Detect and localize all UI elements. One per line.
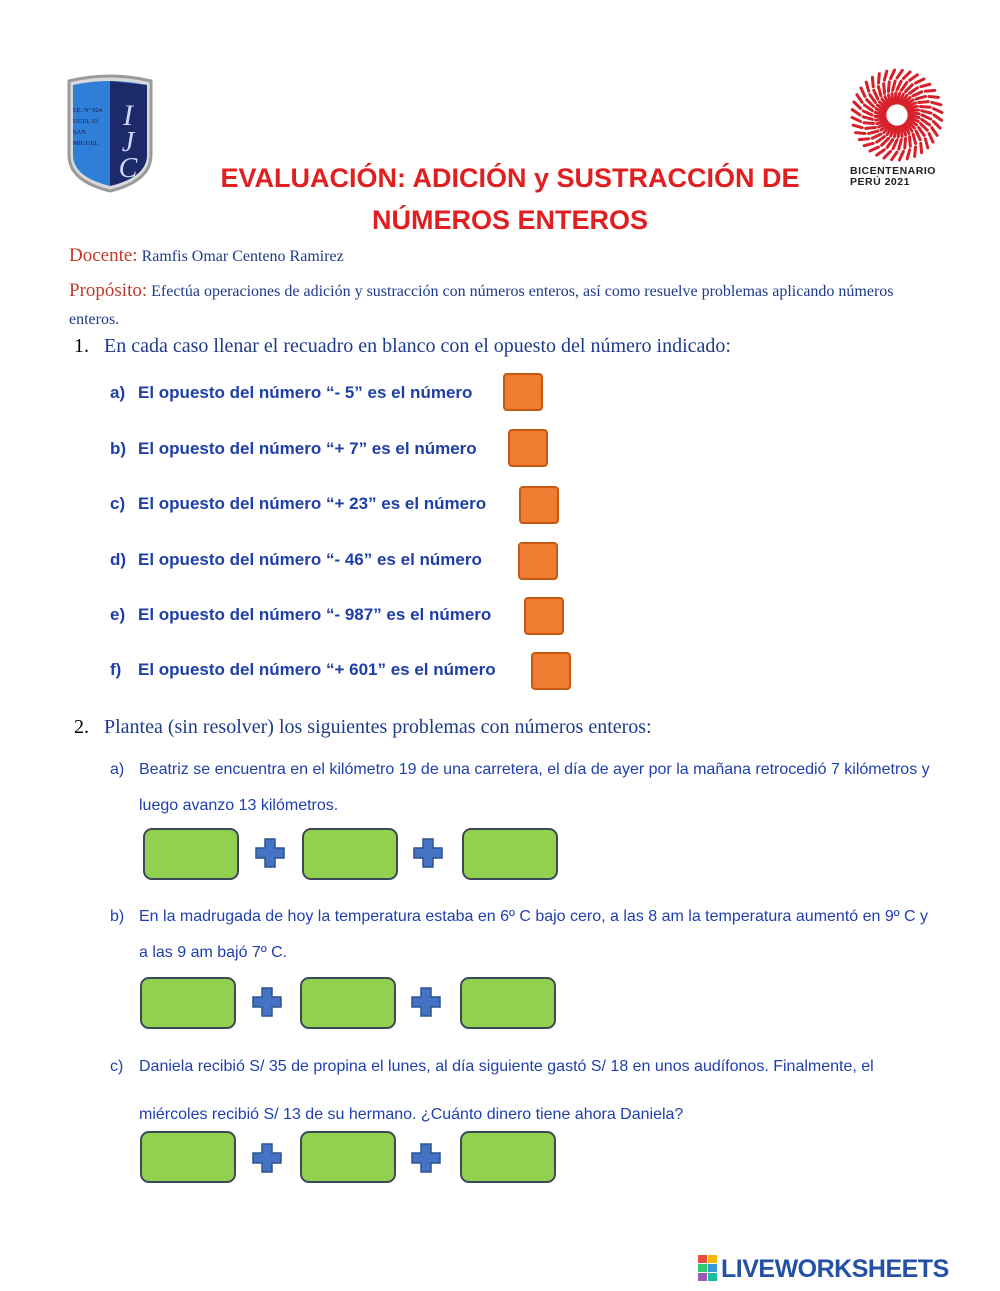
sunburst-ray	[864, 143, 873, 145]
item-letter: e)	[110, 605, 126, 624]
problem-c-box-3[interactable]	[460, 1131, 556, 1183]
sunburst-ray	[864, 123, 874, 124]
sunburst-ray	[879, 74, 880, 83]
bicentenario-logo	[850, 68, 945, 193]
q1-item-f	[110, 660, 496, 680]
problem-a-box-2[interactable]	[302, 828, 398, 880]
problem-a-box-1[interactable]	[143, 828, 239, 880]
sunburst-ray	[884, 151, 891, 158]
sunburst-ray	[921, 143, 922, 152]
sunburst-ray	[869, 131, 878, 134]
sunburst-ray	[905, 138, 906, 148]
sunburst-ray	[893, 140, 897, 149]
svg-text:C: C	[118, 153, 138, 184]
sunburst-ray	[915, 147, 916, 156]
sunburst-ray	[876, 119, 886, 120]
sunburst-ray	[932, 128, 937, 136]
sunburst-ray	[921, 84, 930, 86]
sunburst-ray	[893, 81, 895, 90]
crest-line: MIGUEL	[73, 140, 99, 147]
problem-b	[110, 899, 940, 971]
problem-text: En la madrugada de hoy la temperatura estaba en 6º C bajo cero, a las 8 am la temperatura aumentó en 9º C y a las 9 am bajó 7º C.	[139, 908, 929, 961]
sunburst-ray	[916, 96, 925, 99]
item-letter: b)	[110, 439, 127, 458]
answer-box-b[interactable]	[508, 429, 548, 467]
sunburst-ray	[853, 125, 862, 127]
sunburst-ray	[908, 110, 918, 111]
sunburst-ray	[899, 151, 903, 159]
sunburst-ray	[884, 84, 885, 94]
sunburst-ray	[892, 152, 897, 160]
crest-line: I.E. Nº 024	[73, 107, 103, 114]
sunburst-ray	[897, 81, 901, 90]
page-title	[160, 157, 860, 241]
q1-item-d	[110, 550, 482, 570]
sunburst-ray	[861, 88, 865, 97]
item-letter: d)	[110, 550, 127, 569]
sunburst-ray	[898, 127, 899, 137]
sunburst-ray	[910, 75, 918, 80]
liveworksheets-logo[interactable]	[698, 1255, 949, 1284]
problem-text: Beatriz se encuentra en el kilómetro 19 de una carretera, el día de ayer por la mañana retrocedió 7 kilómetros y luego avanzo 13 kilómetros.	[139, 761, 930, 814]
sunburst-ray	[872, 77, 873, 86]
sunburst-ray	[929, 134, 933, 143]
purpose-label: Propósito:	[69, 280, 148, 301]
sunburst-ray	[854, 102, 861, 109]
problem-c-box-1[interactable]	[140, 1131, 236, 1183]
problem-letter: b)	[110, 908, 125, 925]
sunburst-ray	[897, 70, 902, 78]
sunburst-ray	[852, 117, 860, 121]
teacher-name: Ramfis Omar Centeno Ramirez	[141, 248, 344, 265]
sunburst-ray	[878, 87, 881, 96]
sunburst-ray	[933, 109, 941, 113]
liveworksheets-brand: LIVEWORKSHEETS	[721, 1255, 949, 1283]
sunburst-ray	[910, 137, 911, 147]
liveworksheets-icon	[698, 1255, 718, 1281]
svg-text:J: J	[121, 127, 135, 158]
purpose-row	[69, 277, 939, 334]
item-letter: c)	[110, 494, 126, 513]
problem-letter: c)	[110, 1058, 124, 1075]
sunburst-ray	[922, 115, 931, 119]
sunburst-ray	[903, 72, 910, 79]
problem-text: Daniela recibió S/ 35 de propina el lunes, al día siguiente gastó S/ 18 en unos audífonos. Finalmente, el miércoles recibió S/ 13 de su hermano. ¿Cuánto dinero tiene ahora Daniela?	[139, 1058, 874, 1123]
q1-item-b	[110, 439, 477, 459]
item-letter: f)	[110, 660, 122, 679]
problem-b-box-2[interactable]	[300, 977, 396, 1029]
sunburst-ray	[870, 95, 876, 103]
title-line-1: EVALUACIÓN: ADICIÓN y SUSTRACCIÓN DE	[220, 163, 800, 193]
sunburst-ray	[892, 94, 893, 104]
answer-box-e[interactable]	[524, 597, 564, 635]
crest-line: UGEL 03	[73, 118, 99, 125]
sunburst-ray	[884, 71, 886, 80]
sunburst-ray	[913, 92, 922, 96]
q1-item-a	[110, 383, 472, 403]
sunburst-ray	[877, 150, 885, 155]
sunburst-ray	[888, 82, 889, 92]
answer-box-d[interactable]	[518, 542, 558, 580]
sunburst-ray	[859, 139, 868, 140]
item-text: El opuesto del número “+ 601” es el número	[138, 660, 496, 679]
q1-item-e	[110, 605, 491, 625]
question-text: Plantea (sin resolver) los siguientes problemas con números enteros:	[104, 716, 652, 738]
plus-icon	[251, 986, 283, 1018]
sunburst-ray	[920, 106, 930, 107]
item-text: El opuesto del número “- 5” es el número	[138, 383, 473, 402]
sunburst-ray	[874, 90, 878, 99]
problem-letter: a)	[110, 761, 125, 778]
sunburst-ray	[933, 121, 940, 128]
sunburst-ray	[870, 147, 879, 151]
answer-box-a[interactable]	[503, 373, 543, 411]
question-number: 1.	[74, 335, 89, 357]
question-text: En cada caso llenar el recuadro en blanco con el opuesto del número indicado:	[104, 335, 731, 357]
sunburst-ray	[852, 110, 860, 115]
purpose-text: Efectúa operaciones de adición y sustracción con números enteros, así como resuelve problemas aplicando números enteros.	[69, 283, 894, 328]
bicentenario-line: PERÚ 2021	[850, 176, 910, 188]
problem-a	[110, 752, 940, 824]
sunburst-ray	[909, 113, 919, 114]
sunburst-ray	[901, 126, 902, 136]
q1-item-c	[110, 494, 486, 514]
problem-b-box-3[interactable]	[460, 977, 556, 1029]
plus-icon	[410, 1142, 442, 1174]
item-text: El opuesto del número “+ 7” es el número	[138, 439, 477, 458]
sunburst-ray	[916, 79, 925, 83]
sunburst-ray	[866, 82, 868, 91]
sunburst-ray	[919, 102, 929, 103]
sunburst-ray	[872, 134, 881, 138]
sunburst-ray	[922, 111, 931, 113]
sunburst-ray	[866, 128, 876, 129]
sunburst-ray	[856, 133, 865, 134]
crest-line: SAN	[73, 129, 87, 136]
teacher-row	[69, 245, 344, 267]
sunburst-ray	[863, 111, 872, 115]
sunburst-ray	[875, 116, 885, 117]
item-text: El opuesto del número “+ 23” es el número	[138, 494, 487, 513]
answer-box-f[interactable]	[531, 652, 571, 690]
problem-c	[110, 1043, 940, 1139]
sunburst-ray	[934, 115, 942, 120]
answer-box-c[interactable]	[519, 486, 559, 524]
sunburst-ray	[929, 97, 938, 98]
sunburst-ray	[925, 139, 927, 148]
plus-icon	[412, 837, 444, 869]
plus-icon	[251, 1142, 283, 1174]
question-1-heading	[74, 335, 731, 358]
sunburst-ray	[925, 90, 934, 91]
sunburst-ray	[857, 95, 862, 103]
svg-text:I: I	[123, 99, 133, 132]
problem-b-box-1[interactable]	[140, 977, 236, 1029]
plus-icon	[254, 837, 286, 869]
sunburst-ray	[899, 140, 901, 149]
problem-c-box-2[interactable]	[300, 1131, 396, 1183]
sunburst-ray	[913, 134, 916, 143]
sunburst-ray	[877, 137, 885, 143]
sunburst-ray	[891, 70, 895, 78]
sunburst-ray	[932, 102, 941, 104]
item-letter: a)	[110, 383, 126, 402]
sunburst-ray	[916, 131, 920, 140]
sunburst-ray	[863, 117, 872, 119]
school-crest-logo	[63, 73, 157, 193]
teacher-label: Docente:	[69, 245, 138, 266]
plus-icon	[410, 986, 442, 1018]
title-line-2: NÚMEROS ENTEROS	[371, 205, 649, 235]
problem-a-box-3[interactable]	[462, 828, 558, 880]
item-text: El opuesto del número “- 987” es el número	[138, 605, 492, 624]
sunburst-ray	[919, 128, 925, 136]
question-2-heading	[74, 716, 652, 739]
sunburst-ray	[910, 88, 918, 94]
item-text: El opuesto del número “- 46” es el número	[138, 550, 482, 569]
sunburst-ray	[895, 93, 896, 103]
sunburst-icon	[850, 68, 945, 163]
question-number: 2.	[74, 716, 89, 738]
bicentenario-line: BICENTENARIO	[850, 165, 936, 177]
sunburst-ray	[907, 150, 909, 159]
